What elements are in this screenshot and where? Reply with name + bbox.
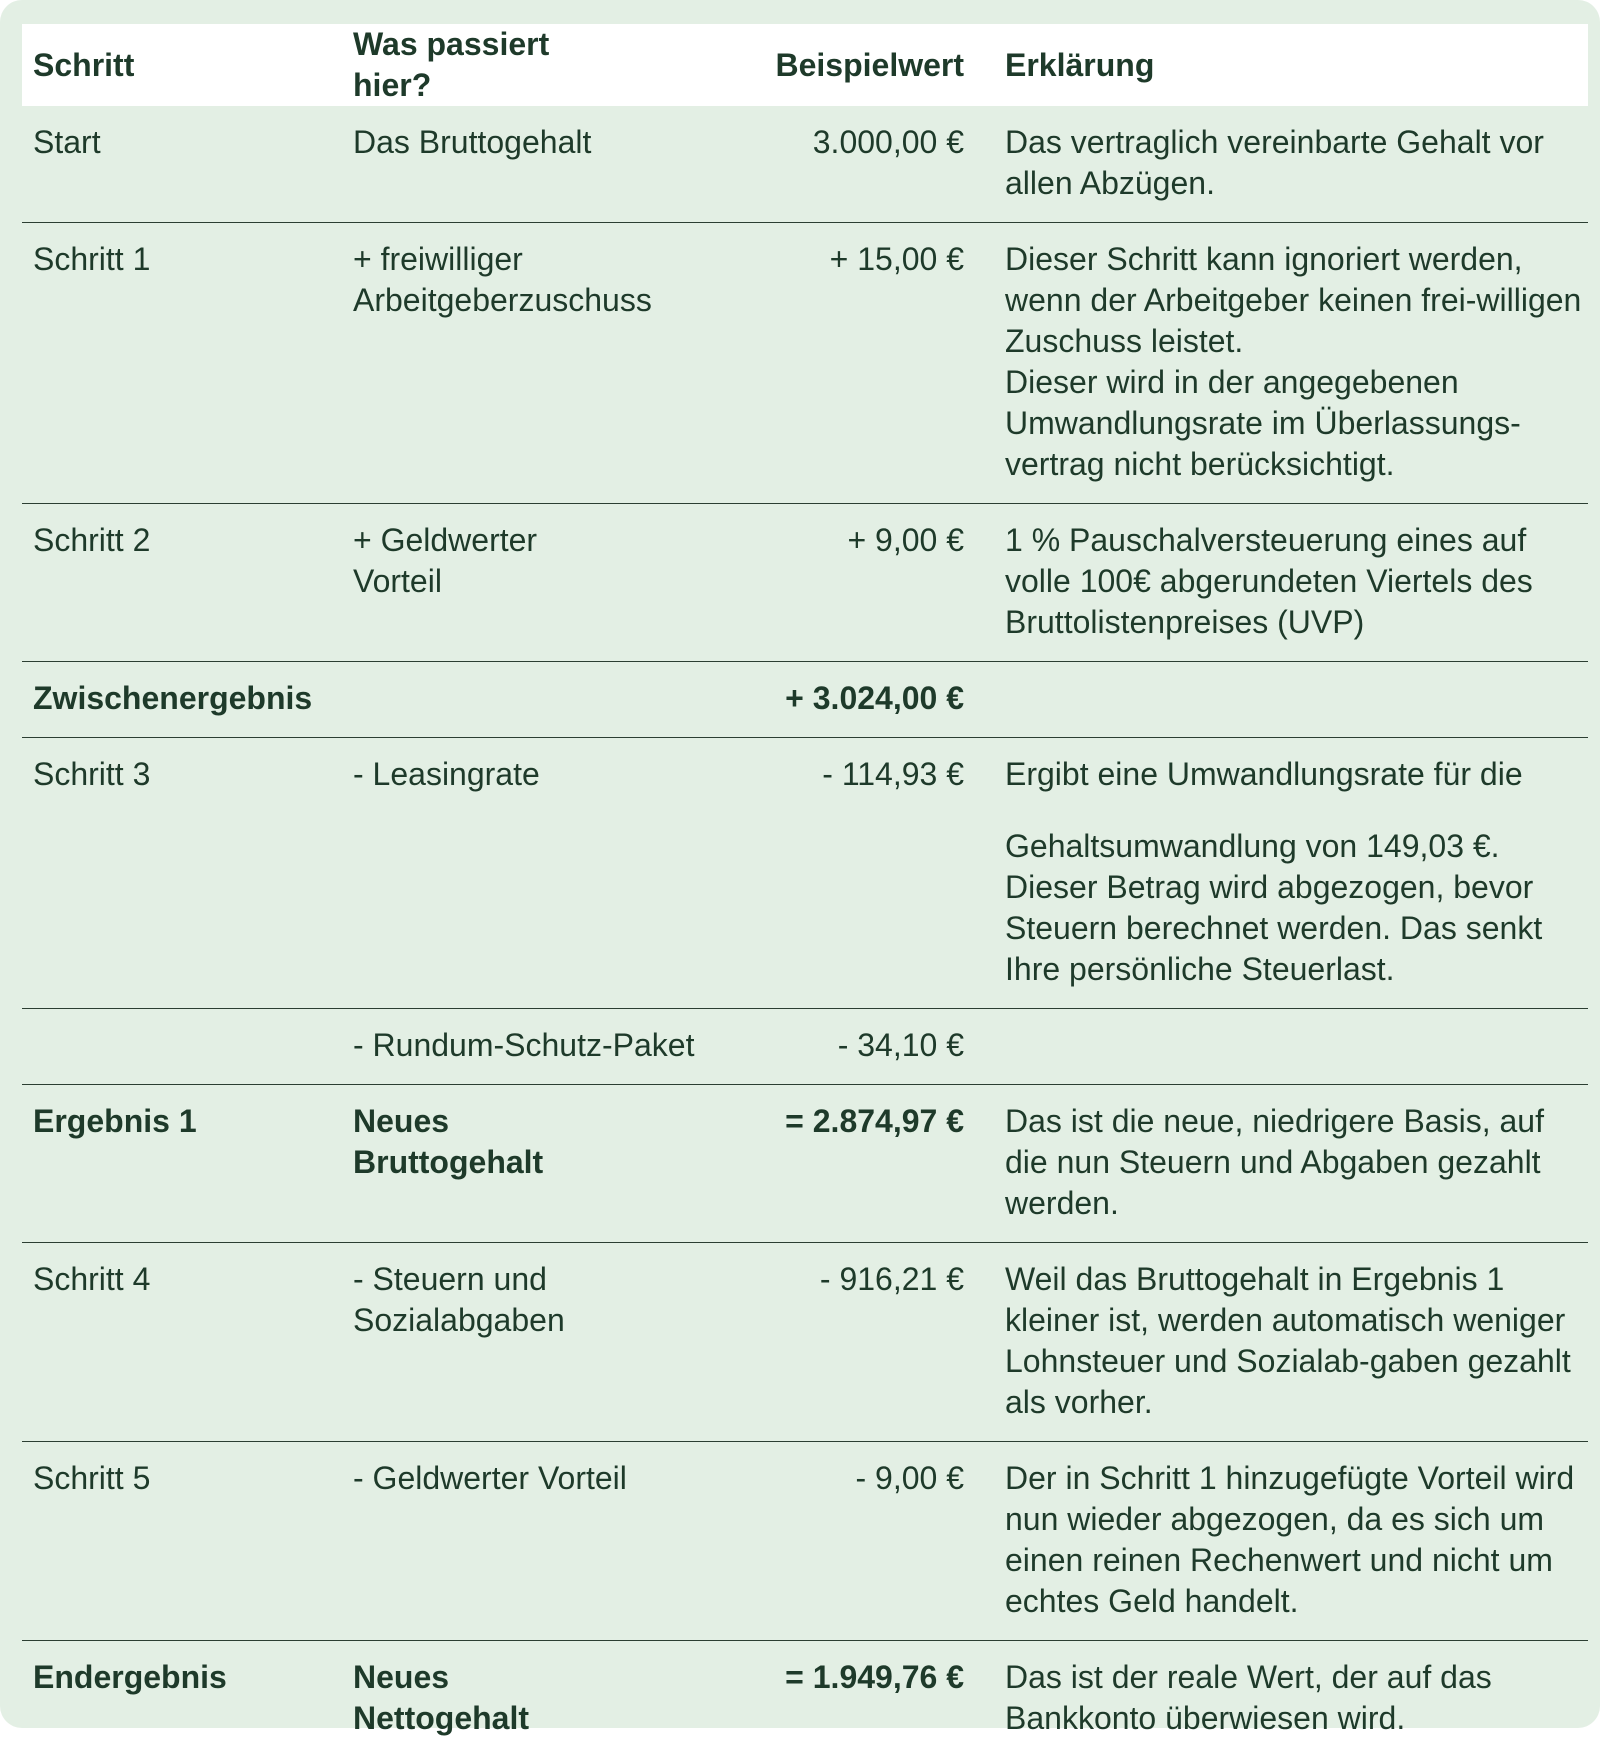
- table-row: [22, 1243, 1588, 1442]
- row-step: Schritt 5: [22, 1442, 342, 1641]
- row-step: Endergebnis: [22, 1641, 342, 1757]
- row-step: Schritt 2: [22, 504, 342, 662]
- row-explanation: Das ist die neue, niedrigere Basis, auf die nun Steuern und Abgaben gezahlt werden.: [994, 1085, 1588, 1243]
- row-action: Das Bruttogehalt: [342, 106, 642, 223]
- row-value: + 3.024,00 €: [642, 662, 994, 738]
- row-value: - 9,00 €: [642, 1442, 994, 1641]
- table-row: [22, 1442, 1588, 1641]
- row-step: [22, 1009, 342, 1085]
- header-explanation: Erklärung: [994, 24, 1588, 106]
- header-action: Was passiert hier?: [342, 24, 642, 106]
- table-row: [22, 738, 1588, 1009]
- row-action: Neues Nettogehalt: [342, 1641, 642, 1757]
- row-explanation: [994, 662, 1588, 738]
- salary-conversion-table: [22, 24, 1588, 1757]
- row-step: Schritt 1: [22, 223, 342, 504]
- row-value: - 34,10 €: [642, 1009, 994, 1085]
- row-explanation: Weil das Bruttogehalt in Ergebnis 1 kleiner ist, werden automatisch weniger Lohnsteuer und Sozialab-gaben gezahlt als vorher.: [994, 1243, 1588, 1442]
- row-action: + freiwilliger Arbeitgeberzuschuss: [342, 223, 642, 504]
- row-step: Schritt 4: [22, 1243, 342, 1442]
- table-row-result: [22, 1085, 1588, 1243]
- table-row-final: [22, 1641, 1588, 1757]
- table-row: [22, 106, 1588, 223]
- row-value: - 114,93 €: [642, 738, 994, 1009]
- row-action: - Rundum-Schutz-Paket: [342, 1009, 642, 1085]
- table-row-subtotal: [22, 662, 1588, 738]
- row-action: Neues Bruttogehalt: [342, 1085, 642, 1243]
- row-explanation: Der in Schritt 1 hinzugefügte Vorteil wird nun wieder abgezogen, da es sich um einen reinen Rechenwert und nicht um echtes Geld handelt.: [994, 1442, 1588, 1641]
- row-action: + Geldwerter Vorteil: [342, 504, 642, 662]
- row-action: [342, 662, 642, 738]
- row-explanation: [994, 223, 1588, 504]
- row-action: - Geldwerter Vorteil: [342, 1442, 642, 1641]
- row-action: - Leasingrate: [342, 738, 642, 1009]
- table-row: [22, 223, 1588, 504]
- row-value: + 9,00 €: [642, 504, 994, 662]
- row-step: Zwischenergebnis: [22, 662, 342, 738]
- row-explanation-part: Ergibt eine Umwandlungsrate für die: [1005, 754, 1582, 795]
- table-header-row: [22, 24, 1588, 106]
- row-explanation: 1 % Pauschalversteuerung eines auf volle 100€ abgerundeten Viertels des Bruttolistenpreises (UVP): [994, 504, 1588, 662]
- row-explanation-part: Dieser Schritt kann ignoriert werden, wenn der Arbeitgeber keinen frei-willigen Zuschuss leistet.: [1005, 239, 1582, 362]
- header-value: Beispielwert: [642, 24, 994, 106]
- row-value: + 15,00 €: [642, 223, 994, 504]
- header-step: Schritt: [22, 24, 342, 106]
- row-value: 3.000,00 €: [642, 106, 994, 223]
- row-explanation: Das vertraglich vereinbarte Gehalt vor allen Abzügen.: [994, 106, 1588, 223]
- row-step: Schritt 3: [22, 738, 342, 1009]
- table-row: [22, 1009, 1588, 1085]
- row-explanation: [994, 738, 1588, 1009]
- row-action: - Steuern und Sozialabgaben: [342, 1243, 642, 1442]
- row-explanation: [994, 1009, 1588, 1085]
- row-explanation-part: Gehaltsumwandlung von 149,03 €. Dieser Betrag wird abgezogen, bevor Steuern berechnet werden. Das senkt Ihre persönliche Steuerlast.: [1005, 826, 1582, 990]
- row-step: Start: [22, 106, 342, 223]
- row-value: = 2.874,97 €: [642, 1085, 994, 1243]
- row-value: - 916,21 €: [642, 1243, 994, 1442]
- table-row: [22, 504, 1588, 662]
- row-step: Ergebnis 1: [22, 1085, 342, 1243]
- row-explanation-part: Dieser wird in der angegebenen Umwandlungsrate im Überlassungs-vertrag nicht berücksichtigt.: [1005, 362, 1582, 485]
- row-value: = 1.949,76 €: [642, 1641, 994, 1757]
- row-explanation: Das ist der reale Wert, der auf das Bankkonto überwiesen wird.: [994, 1641, 1588, 1757]
